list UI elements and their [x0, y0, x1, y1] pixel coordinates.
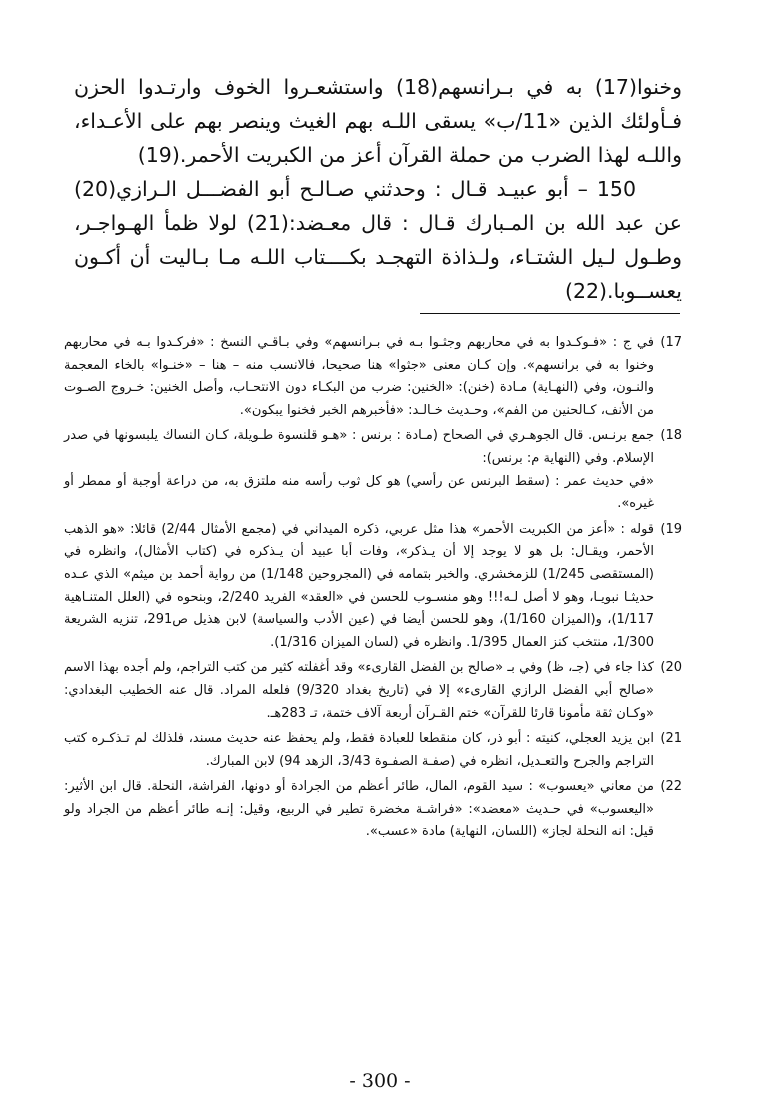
footnote-line: جمع برنـس. قال الجوهـري في الصحاح (مـادة : برنس : «هـو قلنسوة طـويلة، كـان النساك يلبسونها في صدر الإسلام. وفي (النهاية م: برنس):: [64, 428, 654, 466]
main-text: [74, 70, 682, 308]
footnote-line: ابن يزيد العجلي، كنيته : أبو ذر، كان منقطعا للعبادة فقط، ولم يحفظ عنه حديث مسند، فلذلك لم تـذكـره كتب التراجم والجرح والتعـديل، انظره في (صفـة الصفـوة 3/43، الزهد 94) لابن المبارك.: [64, 731, 654, 769]
footnote-number: 21): [660, 731, 682, 747]
footnote-number: 22): [660, 779, 682, 795]
footnotes: [64, 332, 682, 847]
footnote-text: [64, 519, 654, 655]
footnote: [64, 519, 682, 655]
footnote-number: 17): [660, 335, 682, 350]
footnote-line: «في حديث عمر : (سقط البرنس عن رأسي) هو كل ثوب رأسه منه ملتزق به، من دراعة أوجبة أو ممطر أو غيره».: [64, 473, 654, 512]
footnote-line: من معاني «يعسوب» : سيد القوم، المال، طائر أعظم من الجرادة أو دونها، الفراشة، النحلة. قال ابن الأثير: «اليعسوب» في حـديث «معضد»: «فراشـة مخضرة تطير في الربيع، وقيل: إنـه طائر أعظم من الجراد ولو قيل: انه النحلة لجاز» (اللسان، النهاية) مادة «عسب».: [64, 779, 654, 840]
footnote: [64, 776, 682, 844]
footnote-line: قوله : «أعز من الكبريت الأحمر» هذا مثل عربي، ذكره الميداني في (مجمع الأمثال 2/44) قائلا: «هو الذهب الأحمر، ويقـال: بل هو لا يوجد إلا أن يـذكر»، وفات أبا عبيد أن يـذكره في (كتاب الأمثال)، وانظره في (المستقصى 1/245) للزمخشري. والخبر بتمامه في (المجروحين 1/148) من رواية أحمد بن ميثم» الذي عـده حديثـا نبويـا، وهو لا أصل لـه!!! وهو منسـوب للحسن في «العقد» الفريد 2/240، وبنحوه في (العلل المتنـاهية 1/117)، و(الميزان 1/160)، وهو للحسن أيضا في (عين الأدب والسياسة) لابن هذيل ص291، تنزيه الشريعة 1/300، منتخب كنز العمال 1/395. وانظره في (لسان الميزان 1/316).: [64, 521, 655, 650]
body-paragraph: وخنوا(17) به في بـرانسهم(18) واستشعـروا الخوف وارتـدوا الحزن فـأولئك الذين «11/ب» يسقى اللـه بهم الغيث وينصر بهم على الأعـداء، واللـه لهذا الضرب من حملة القرآن أعز من الكبريت الأحمر.(19): [74, 75, 682, 167]
footnote-text: [64, 657, 654, 725]
footnote-line: في ج : «فـوكـدوا به في محاربهم وجثـوا بـه في بـرانسهم» وفي بـاقـي النسخ : «فركـدوا بـه في محاربهم وخنوا به في برانسهم». وإن كـان معنى «جثوا» هنا صحيحا، فالانسب منه – هنا – «خنـوا» بالخاء المعجمة والنـون، وفي (النهـاية) مـادة (خنن): «الخنين: ضرب من البكـاء دون الانتحـاب، وأصل الخنين: خـروج الصـوت من الأنف، كـالحنين من الفم»، وحـديث خـالـد: «فأخبرهم الخبر فخنوا يبكون».: [64, 335, 654, 418]
footnote: [64, 728, 682, 773]
footnote-text: [64, 425, 654, 515]
page-number: - 300 -: [349, 1070, 411, 1092]
footnote-separator: [420, 313, 680, 314]
footnote: [64, 332, 682, 422]
footnote-text: [64, 728, 654, 773]
footnote: [64, 425, 682, 515]
footnote-number: 18): [660, 428, 682, 444]
footnote-number: 19): [660, 521, 682, 537]
body-paragraph: 150 – أبو عبيـد قـال : وحدثني صـالـح أبو الفضـــل الـرازي(20) عن عبد الله بن المـبارك قـال : قال معـضد:(21) لولا ظمأ الهـواجـر، وطـول لـيل الشتـاء، ولـذاذة التهجـد بكــــتاب اللـه مـا بـاليت أن أكـون يعســوبا.(22): [74, 177, 682, 303]
footnote-text: [64, 332, 654, 422]
footnote-text: [64, 776, 654, 844]
footnote-number: 20): [660, 660, 682, 676]
footnote: [64, 657, 682, 725]
footnote-line: كذا جاء في (جـ، ظ) وفي بـ «صالح بن الفضل القارىء» وقد أغفلته كثير من كتب التراجم، ولم أجده بهذا الاسم «صالح أبي الفضل الرازي القارىء» إلا في (تاريخ بغداد 9/320) فلعله المراد. قال عنه الخطيب البغدادي: «وكـان ثقة مأمونا قارئا للقرآن» ختم القـرآن أربعة آلاف ختمة، تـ 283هـ.: [64, 660, 655, 721]
